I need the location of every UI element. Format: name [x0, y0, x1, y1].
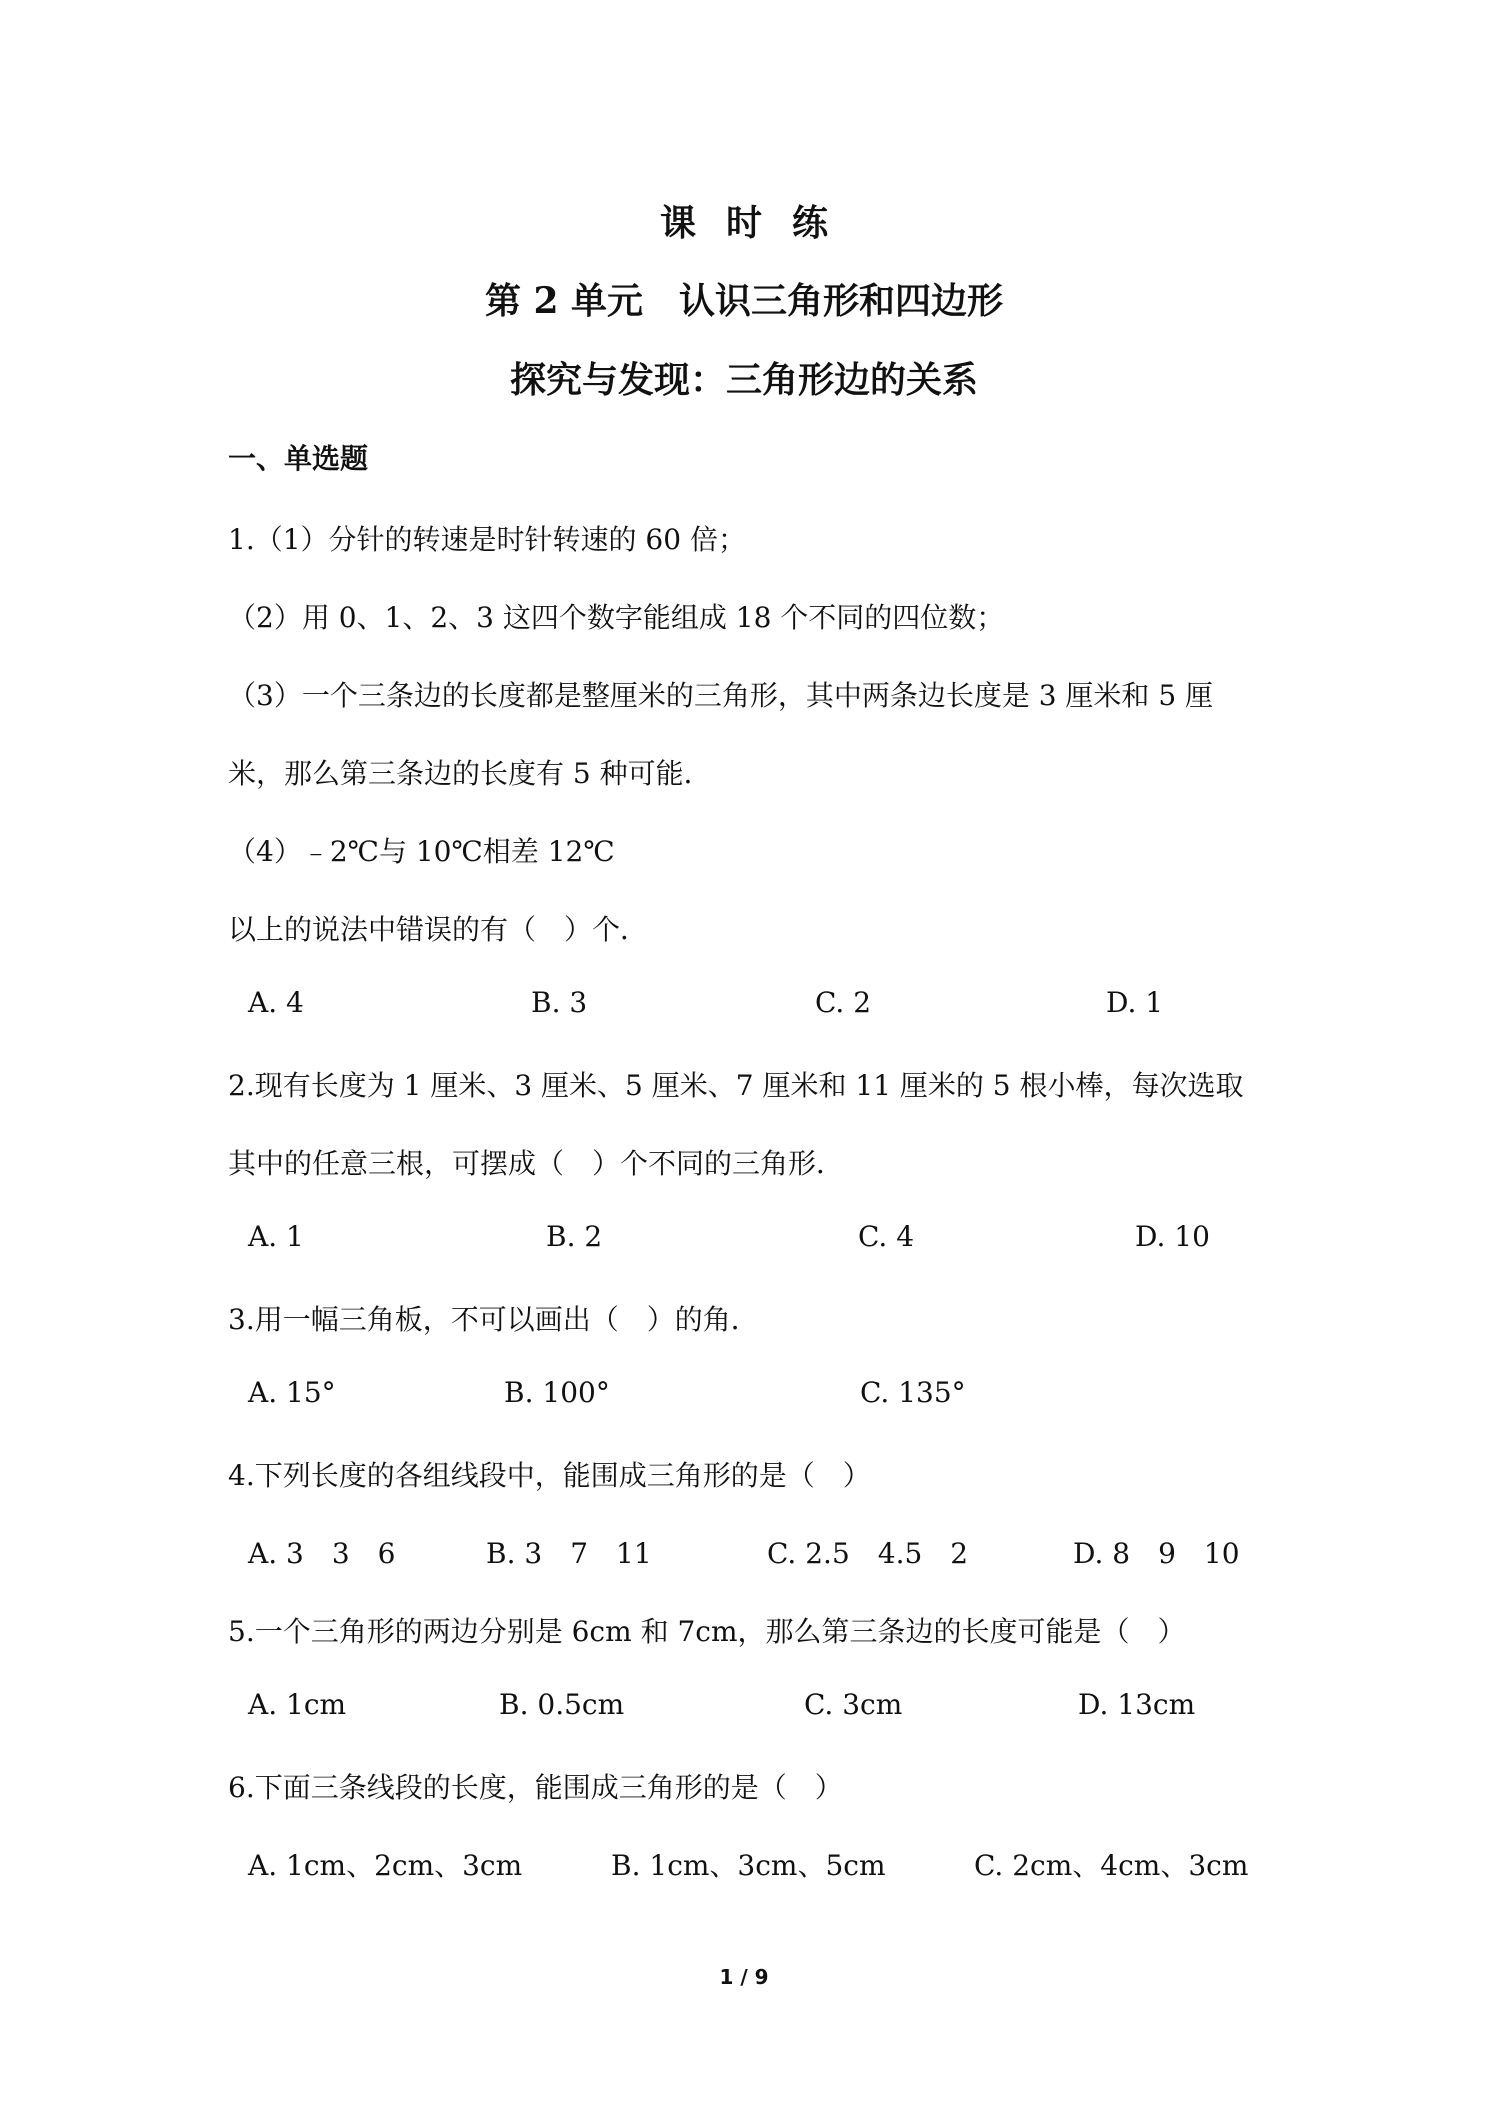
unit-title: 第 2 单元 认识三角形和四边形	[484, 280, 1004, 322]
q3-option-c: C. 135°	[860, 1376, 966, 1409]
question-4-line-1: 4.下列长度的各组线段中，能围成三角形的是（ ）	[228, 1459, 871, 1492]
q4-option-b: B. 3 7 11	[486, 1537, 652, 1570]
question-2-line-1: 2.现有长度为 1 厘米、3 厘米、5 厘米、7 厘米和 11 厘米的 5 根小棒，每次选取	[228, 1069, 1244, 1102]
q5-option-c: C. 3cm	[804, 1688, 903, 1721]
question-1-line-4: 米，那么第三条边的长度有 5 种可能．	[228, 757, 712, 790]
question-1-line-3: （3）一个三条边的长度都是整厘米的三角形，其中两条边长度是 3 厘米和 5 厘	[228, 679, 1214, 712]
question-1-line-1: 1.（1）分针的转速是时针转速的 60 倍；	[228, 523, 746, 556]
q1-option-a: A. 4	[248, 986, 304, 1019]
q6-option-a: A. 1cm、2cm、3cm	[248, 1849, 523, 1882]
q4-option-a: A. 3 3 6	[248, 1537, 396, 1570]
q4-option-d: D. 8 9 10	[1073, 1537, 1240, 1570]
q5-option-a: A. 1cm	[248, 1688, 347, 1721]
lesson-title: 探究与发现：三角形边的关系	[509, 359, 978, 401]
q2-option-c: C. 4	[858, 1220, 915, 1253]
question-6-line-1: 6.下面三条线段的长度，能围成三角形的是（ ）	[228, 1771, 843, 1804]
q2-option-a: A. 1	[248, 1220, 304, 1253]
q5-option-b: B. 0.5cm	[499, 1688, 625, 1721]
q1-option-b: B. 3	[531, 986, 588, 1019]
q2-option-d: D. 10	[1135, 1220, 1210, 1253]
q6-option-c: C. 2cm、4cm、3cm	[974, 1849, 1249, 1882]
doc-title: 课时练	[659, 202, 858, 244]
question-2-line-2: 其中的任意三根，可摆成（ ）个不同的三角形．	[228, 1147, 845, 1180]
q2-option-b: B. 2	[546, 1220, 603, 1253]
question-1-line-6: 以上的说法中错误的有（ ）个．	[228, 913, 649, 946]
question-1-line-2: （2）用 0、1、2、3 这四个数字能组成 18 个不同的四位数；	[228, 601, 1005, 634]
q6-option-b: B. 1cm、3cm、5cm	[611, 1849, 886, 1882]
question-3-line-1: 3.用一幅三角板，不可以画出（ ）的角．	[228, 1303, 759, 1336]
q3-option-a: A. 15°	[248, 1376, 336, 1409]
question-5-line-1: 5.一个三角形的两边分别是 6cm 和 7cm，那么第三条边的长度可能是（ ）	[228, 1615, 1186, 1648]
q1-option-c: C. 2	[815, 986, 872, 1019]
q1-option-d: D. 1	[1106, 986, 1164, 1019]
q3-option-b: B. 100°	[504, 1376, 610, 1409]
page-number: 1 / 9	[719, 1965, 769, 1989]
q5-option-d: D. 13cm	[1078, 1688, 1196, 1721]
question-1-line-5: （4）﹣2℃与 10℃相差 12℃	[228, 835, 615, 868]
section-heading: 一、单选题	[228, 442, 369, 475]
q4-option-c: C. 2.5 4.5 2	[767, 1537, 969, 1570]
